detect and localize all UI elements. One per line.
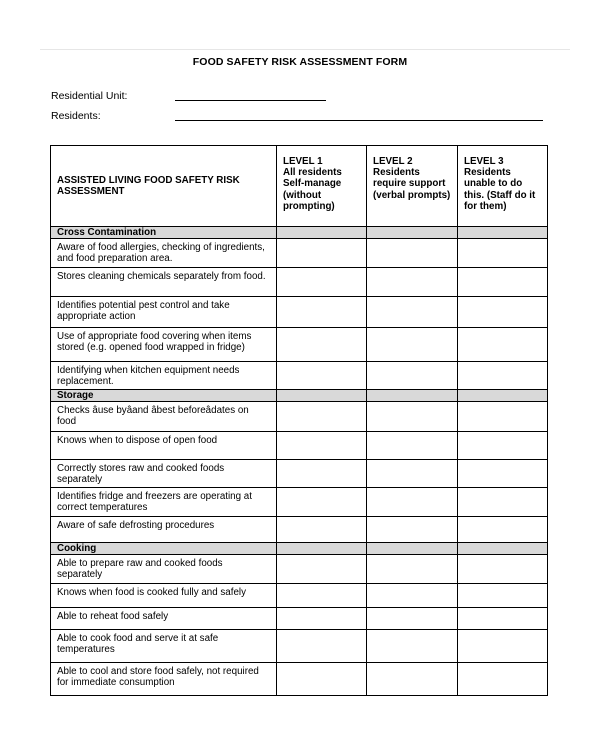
level-3-cell[interactable] xyxy=(458,488,548,517)
level-3-cell[interactable] xyxy=(458,663,548,696)
residential-unit-field xyxy=(51,90,127,102)
risk-assessment-table xyxy=(50,145,548,696)
section-level-cell xyxy=(367,390,458,402)
level-1-cell[interactable] xyxy=(277,268,367,297)
level-1-cell[interactable] xyxy=(277,328,367,362)
criterion-text: Knows when food is cooked fully and safely xyxy=(51,584,277,608)
criterion-text: Aware of food allergies, checking of ingredients, and food preparation area. xyxy=(51,239,277,268)
section-row xyxy=(51,543,548,555)
level-1-cell[interactable] xyxy=(277,555,367,584)
level-2-cell[interactable] xyxy=(367,432,458,460)
criterion-text: Stores cleaning chemicals separately from food. xyxy=(51,268,277,297)
table-row xyxy=(51,402,548,432)
level-3-cell[interactable] xyxy=(458,555,548,584)
section-level-cell xyxy=(277,227,367,239)
level-2-cell[interactable] xyxy=(367,555,458,584)
level-3-cell[interactable] xyxy=(458,402,548,432)
level-3-cell[interactable] xyxy=(458,328,548,362)
section-level-cell xyxy=(458,227,548,239)
table-row xyxy=(51,555,548,584)
table-row xyxy=(51,328,548,362)
level-3-description: Residents unable to do this. (Staff do it for them) xyxy=(464,167,536,212)
table-row xyxy=(51,268,548,297)
section-title: Storage xyxy=(51,390,277,402)
section-title: Cooking xyxy=(51,543,277,555)
level-3-cell[interactable] xyxy=(458,460,548,488)
level-2-cell[interactable] xyxy=(367,608,458,630)
table-row xyxy=(51,239,548,268)
level-1-cell[interactable] xyxy=(277,460,367,488)
level-2-title: LEVEL 2 xyxy=(373,156,413,167)
section-row xyxy=(51,227,548,239)
section-level-cell xyxy=(277,543,367,555)
section-row xyxy=(51,390,548,402)
level-1-cell[interactable] xyxy=(277,584,367,608)
level-1-cell[interactable] xyxy=(277,630,367,663)
section-level-cell xyxy=(277,390,367,402)
level-1-cell[interactable] xyxy=(277,432,367,460)
section-level-cell xyxy=(458,543,548,555)
level-2-description: Residents require support (verbal prompts) xyxy=(373,167,451,201)
level-2-cell[interactable] xyxy=(367,362,458,390)
level-3-cell[interactable] xyxy=(458,630,548,663)
residents-label: Residents: xyxy=(51,110,101,122)
assessment-header: ASSISTED LIVING FOOD SAFETY RISK ASSESSMENT xyxy=(51,146,277,227)
section-level-cell xyxy=(367,543,458,555)
level-1-cell[interactable] xyxy=(277,608,367,630)
level-3-cell[interactable] xyxy=(458,584,548,608)
level-1-cell[interactable] xyxy=(277,517,367,543)
level-2-cell[interactable] xyxy=(367,584,458,608)
level-1-cell[interactable] xyxy=(277,297,367,328)
form-title: FOOD SAFETY RISK ASSESSMENT FORM xyxy=(192,56,408,68)
level-2-cell[interactable] xyxy=(367,460,458,488)
level-3-title: LEVEL 3 xyxy=(464,156,504,167)
level-1-cell[interactable] xyxy=(277,488,367,517)
table-row xyxy=(51,608,548,630)
level-3-cell[interactable] xyxy=(458,432,548,460)
criterion-text: Aware of safe defrosting procedures xyxy=(51,517,277,543)
level-1-header xyxy=(277,146,367,227)
table-header-row xyxy=(51,146,548,227)
level-3-cell[interactable] xyxy=(458,362,548,390)
section-level-cell xyxy=(458,390,548,402)
criterion-text: Use of appropriate food covering when items stored (e.g. opened food wrapped in fridge) xyxy=(51,328,277,362)
table-row xyxy=(51,297,548,328)
table-row xyxy=(51,488,548,517)
criterion-text: Identifies potential pest control and take appropriate action xyxy=(51,297,277,328)
level-1-cell[interactable] xyxy=(277,402,367,432)
residents-field xyxy=(51,110,101,122)
level-3-cell[interactable] xyxy=(458,517,548,543)
criterion-text: Knows when to dispose of open food xyxy=(51,432,277,460)
table-row xyxy=(51,432,548,460)
section-level-cell xyxy=(367,227,458,239)
level-2-header xyxy=(367,146,458,227)
residential-unit-input[interactable] xyxy=(175,100,326,101)
table-row xyxy=(51,460,548,488)
criterion-text: Correctly stores raw and cooked foods separately xyxy=(51,460,277,488)
table-row xyxy=(51,663,548,696)
residents-input[interactable] xyxy=(175,120,543,121)
criterion-text: Able to reheat food safely xyxy=(51,608,277,630)
level-2-cell[interactable] xyxy=(367,402,458,432)
residential-unit-label: Residential Unit: xyxy=(51,90,128,102)
level-2-cell[interactable] xyxy=(367,268,458,297)
level-3-header xyxy=(458,146,548,227)
level-3-cell[interactable] xyxy=(458,608,548,630)
level-2-cell[interactable] xyxy=(367,328,458,362)
top-divider xyxy=(40,49,570,50)
level-2-cell[interactable] xyxy=(367,239,458,268)
level-3-cell[interactable] xyxy=(458,268,548,297)
level-2-cell[interactable] xyxy=(367,517,458,543)
level-3-cell[interactable] xyxy=(458,239,548,268)
level-1-description: All residents Self-manage (without prompting) xyxy=(283,167,342,212)
criterion-text: Able to prepare raw and cooked foods separately xyxy=(51,555,277,584)
level-1-cell[interactable] xyxy=(277,663,367,696)
level-2-cell[interactable] xyxy=(367,663,458,696)
criterion-text: Identifying when kitchen equipment needs replacement. xyxy=(51,362,277,390)
criterion-text: Checks âuse byâand âbest beforeâdates on food xyxy=(51,402,277,432)
criterion-text: Able to cool and store food safely, not required for immediate consumption xyxy=(51,663,277,696)
level-3-cell[interactable] xyxy=(458,297,548,328)
table-row xyxy=(51,584,548,608)
criterion-text: Able to cook food and serve it at safe temperatures xyxy=(51,630,277,663)
table-row xyxy=(51,630,548,663)
level-2-cell[interactable] xyxy=(367,630,458,663)
level-1-cell[interactable] xyxy=(277,362,367,390)
level-1-title: LEVEL 1 xyxy=(283,156,323,167)
level-2-cell[interactable] xyxy=(367,488,458,517)
level-2-cell[interactable] xyxy=(367,297,458,328)
level-1-cell[interactable] xyxy=(277,239,367,268)
table-row xyxy=(51,517,548,543)
section-title: Cross Contamination xyxy=(51,227,277,239)
table-row xyxy=(51,362,548,390)
criterion-text: Identifies fridge and freezers are operating at correct temperatures xyxy=(51,488,277,517)
